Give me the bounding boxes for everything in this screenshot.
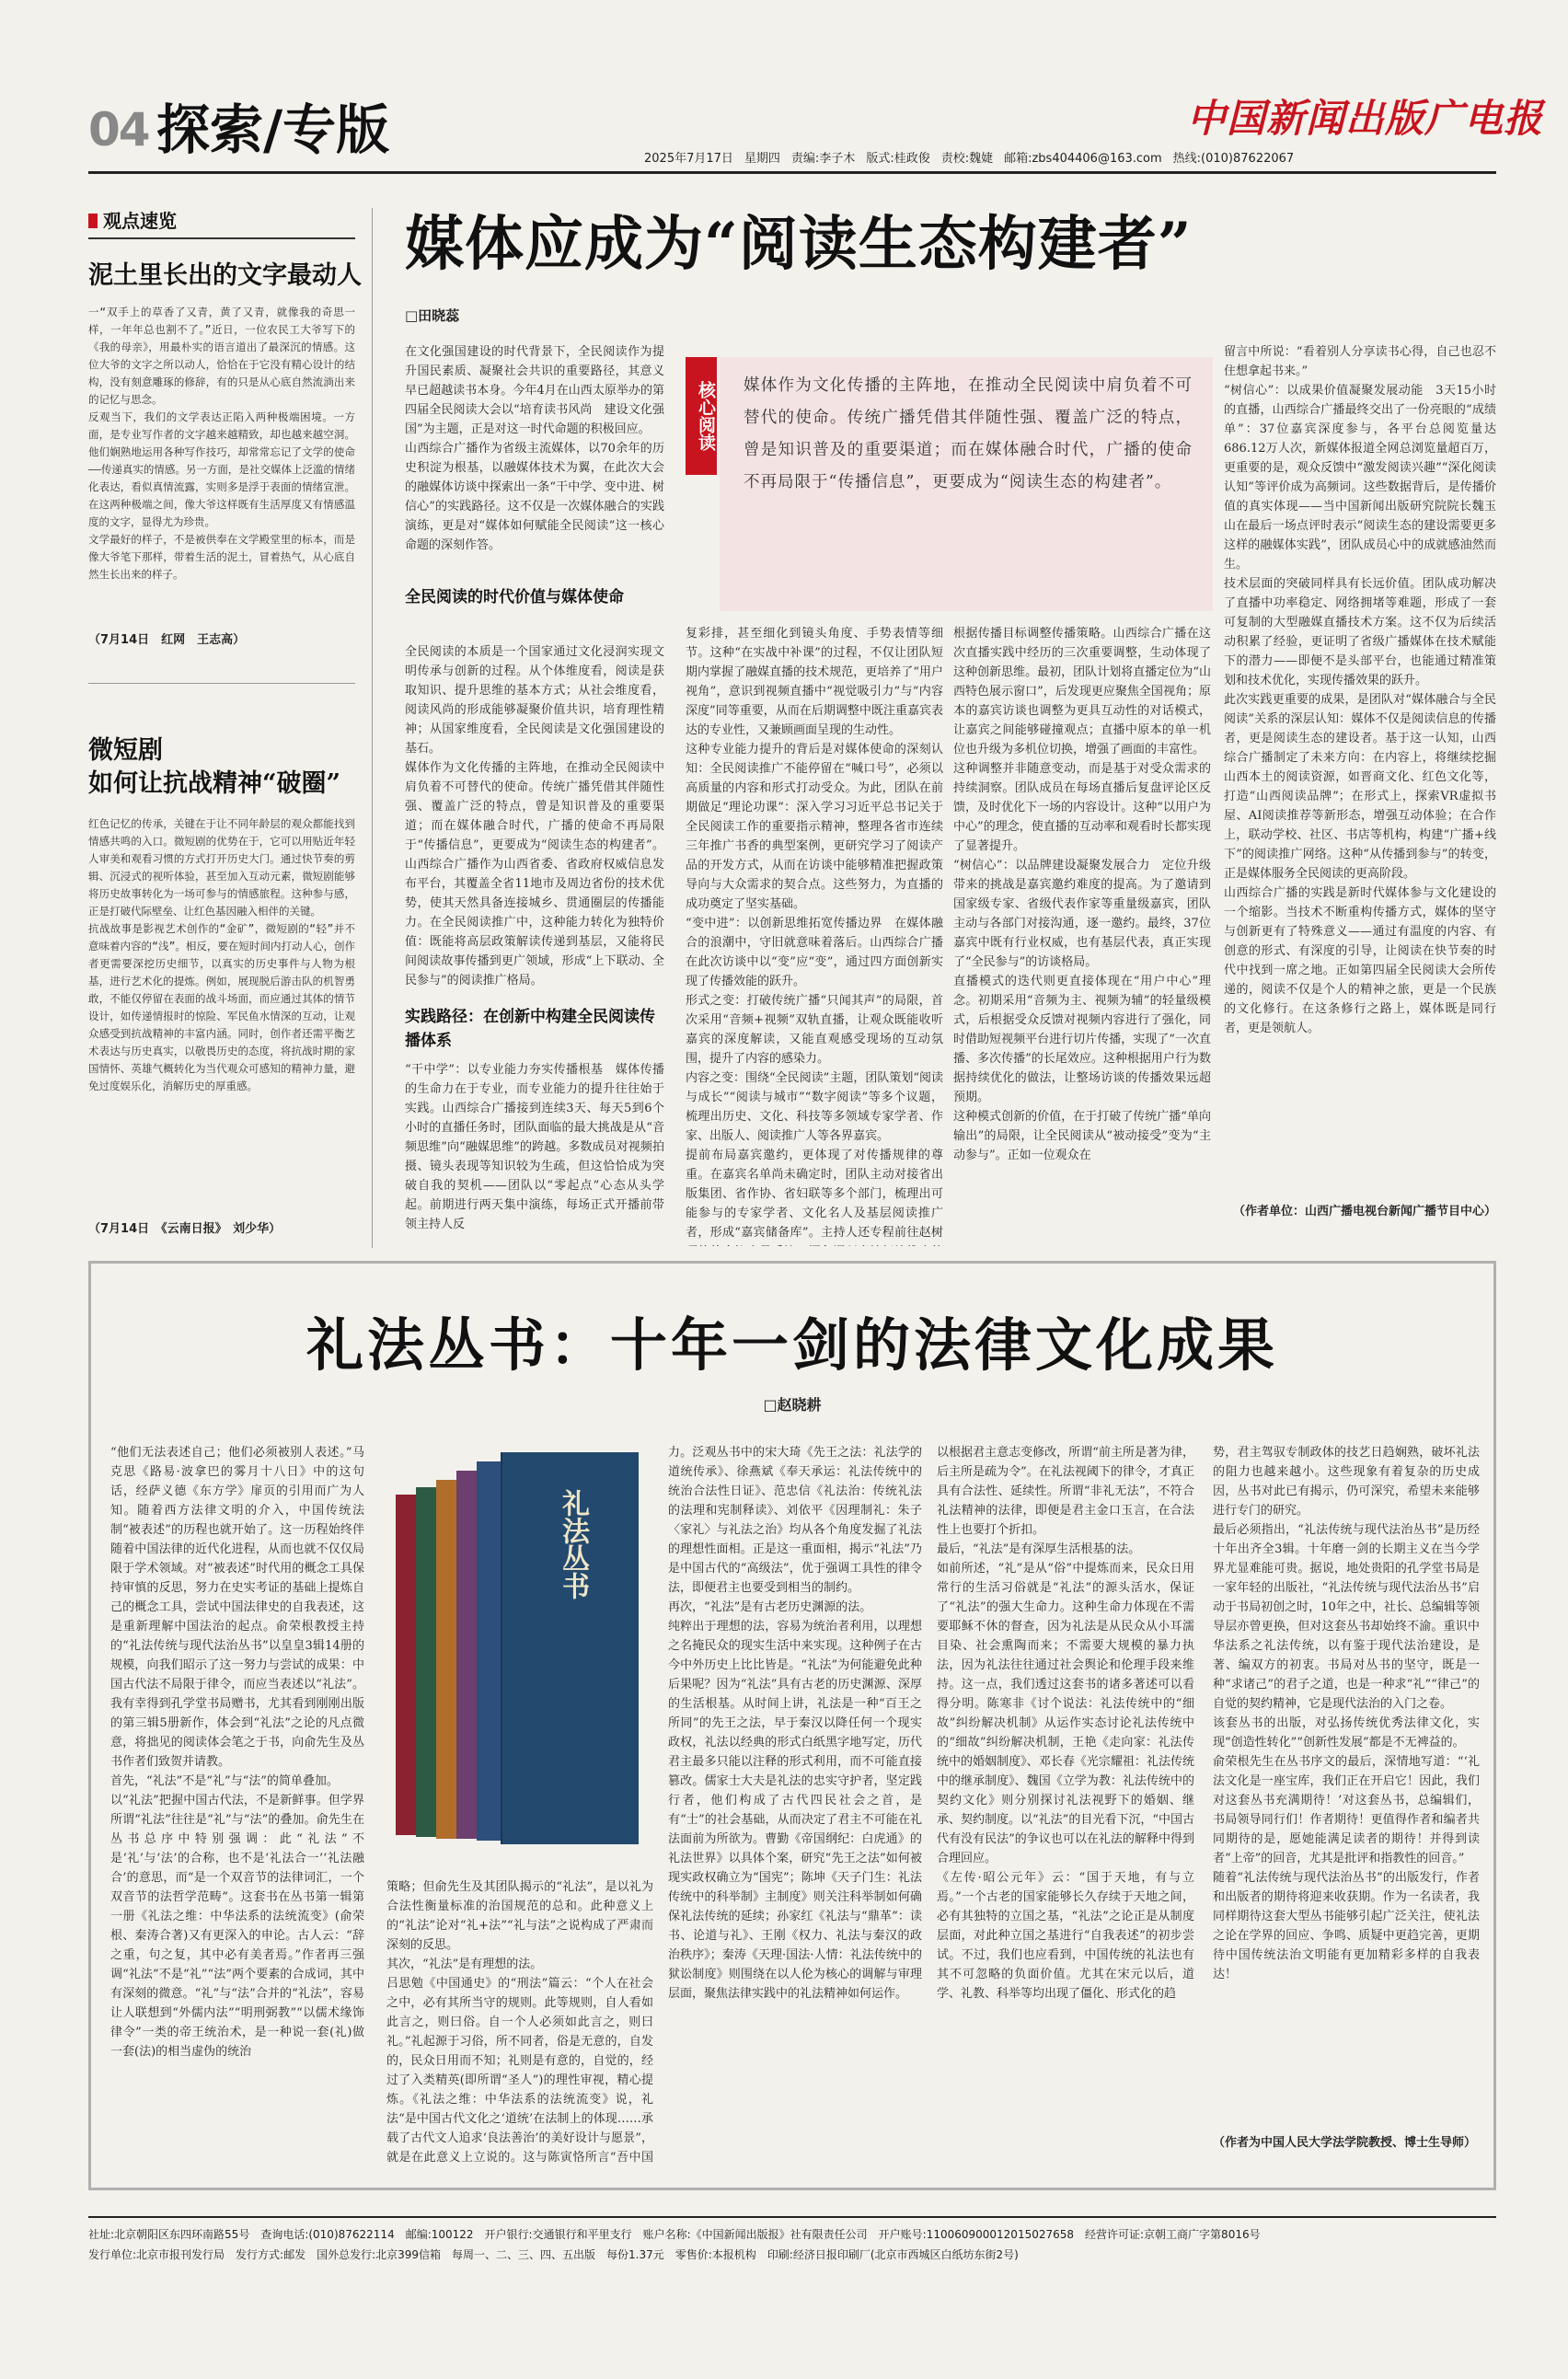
header-info-bar (644, 150, 1294, 168)
lower-col2: 策略；但俞先生及其团队揭示的“礼法”，是以礼为合法性衡量标准的治国规范的总和。此种意义上的“礼法”论对“礼+法”“礼与法”之说构成了严肃而深刻的反思。 其次，“礼法”是有理想的法。 吕思勉《中国通史》的“刑法”篇云：“个人在社会之中，必有其所当守的规则。此等规则，自人看如此言之，则曰俗。自一个人必须如此言之，则曰礼。”礼起源于习俗，所不同者，俗是无意的，自发的，民众日用而不知；礼则是有意的，自觉的，经过了入类精英(即所谓“圣人”)的理性审视，精心提炼。《礼法之维：中华法系的法统流变》说，礼法“是中国古代文化之‘道统’在法制上的体现……承载了古代文人追求‘良法善治’的美好设计与愿景”，就是在此意义上立说的。这与陈寅恪所言“吾中国 (386, 1880, 653, 2165)
email: 邮箱:zbs404406@163.com (1004, 152, 1162, 166)
sidebar-article1-source: （7月14日 红网 王志高） (88, 633, 246, 647)
lower-col5-source: （作者为中国人民大学法学院教授、博士生导师） (1213, 2136, 1477, 2150)
weekday: 星期四 (744, 152, 780, 166)
book-spine-3 (436, 1480, 456, 1839)
section-title: 探索/专版 (156, 98, 390, 161)
book-spine-1 (396, 1495, 416, 1835)
lower-headline: 礼法丛书：十年一剑的法律文化成果 (306, 1311, 1278, 1379)
sidebar-article2-title-line2: 如何让抗战精神“破圈” (88, 769, 341, 798)
lower-col3: 力。泛观丛书中的宋大琦《先王之法：礼法学的道统传承》、徐燕斌《奉天承运：礼法传统中的统治合法性日证》、范忠信《礼法治：传统礼法的法理和宪制释读》、刘依平《因理制礼：朱子〈家礼〉与礼法之治》均从各个角度发掘了礼法的理想性面相。正是这一重面相，揭示“礼法”乃是中国古代的“高级法”，优于强调工具性的律令法，即便君主也要受到相当的制约。 再次，“礼法”是有古老历史渊源的法。 纯粹出于理想的法，容易为统治者利用，以理想之名掩民众的现实生活中来实现。这种例子在古今中外历史上比比皆是。“礼法”为何能避免此种后果呢？因为“礼法”具有古老的历史渊源、深厚的生活根基。从时间上讲，礼法是一种“百王之所同”的先王之法，早于秦汉以降任何一个现实政权，礼法以经典的形式白纸黑字地写定，历代君主最多只能以注释的形式利用，而不可能直接篡改。儒家士大夫是礼法的忠实守护者，坚定践行者，他们构成了古代四民社会之首，是有“士”的社会基础，从而决定了君主不可能在礼法面前为所欲为。曹勤《帝国纲纪：白虎通》的礼法世界》以具体个案，研究“先王之法”如何被现实政权确立为“国宪”；陈坤《天子门生：礼法传统中的科举制》主制度》则关注科举制如何确保礼法传统的延续；孙家红《礼法与“鼎革”：读书、论道与礼》、王刚《权力、礼法与秦汉的政治秩序》；秦涛《天理·国法·人情：礼法传统中的狱讼制度》则围绕在以人伦为核心的调解与审理层面，聚焦法律实践中的礼法精神如何运作。 (668, 1446, 922, 2001)
book-cover-title: 礼法丛书 (557, 1489, 589, 1599)
sidebar-article2-body: 红色记忆的传承，关键在于让不同年龄层的观众都能找到情感共鸣的入口。微短剧的优势在于，它可以用贴近年轻人审美和观看习惯的方式打开历史大门。通过快节奏的剪辑、沉浸式的视听体验，甚至加入互动元素，微短剧能够将历史故事转化为一场可参与的情感旅程。这种参与感，正是打破代际壁垒、让红色基因融入相伴的关键。 抗战故事是影视艺术创作的“金矿”，微短剧的“轻”并不意味着内容的“浅”。相反，要在短时间内打动人心，创作者更需要深挖历史细节，以真实的历史事件与人物为根基，进行艺术化的提炼。例如，展现脱后游击队的机智勇敢，不能仅停留在表面的战斗场面，而应通过其体的情节设计，如传递情报时的惊险、军民鱼水情深的互动，让观众感受到抗战精神的丰富内涵。同时，创作者还需平衡艺术表达与历史真实，以敬畏历史的态度，将抗战时期的家国情怀、英雄气概转化为当代观众可感知的精神力量，避免过度娱乐化，消解历史的厚重感。 (88, 817, 355, 1092)
main-author: □田晓蕊 (405, 307, 460, 324)
sidebar-article2-title (88, 734, 364, 801)
core-reading-box (720, 357, 1213, 611)
book-spine-4 (456, 1471, 477, 1839)
sidebar-article2-source: （7月14日 《云南日报》 刘少华） (88, 1222, 282, 1236)
lower-col4: 以根据君主意志变修改，所谓“前主所是著为律，后主所是疏为令”。在礼法视阈下的律令，才真正具有合法性、延续性。所谓“非礼无法”，不符合礼法精神的法律，即便是君主金口玉言，在合法性上也要打个折扣。 最后，“礼法”是有深厚生活根基的法。 如前所述，“礼”是从“俗”中提炼而来，民众日用常行的生活习俗就是“礼法”的源头活水，保证了“礼法”的强大生命力。这种生命力体现在不需要耶稣不休的督查，因为礼法是从民众从小耳濡目染、社会熏陶而来；不需要大规模的暴力执法，因为礼法往往通过社会舆论和伦理手段来维持。这一点，我们透过这套书的诸多著述可以看得分明。陈寒非《讨个说法：礼法传统中的“细故”纠纷解决机制》从运作实态讨论礼法传统中的“细故”纠纷解决机制，王艳《走向家：礼法传统中的婚姻制度》、邓长春《光宗耀祖：礼法传统中的继承制度》、魏国《立学为教：礼法传统中的契约文化》则分别探讨礼法视野下的婚姻、继承、契约制度。以“礼法”的目光看下沉，“中国古代有没有民法”的争议也可以在礼法的解释中得到合理回应。 《左传·昭公元年》云：“国于天地，有与立焉。”一个古老的国家能够长久存续于天地之间，必有其独特的立国之基，“礼法”之论正是从制度层面，对此种立国之基进行“自我表述”的初步尝试。不过，我们也应看到，中国传统的礼法也有其不可忽略的负面价值。尤其在宋元以后，道学、礼教、科举等均出现了僵化、形式化的趋 (937, 1446, 1194, 2001)
lower-col5: 势，君主驾驭专制政体的技艺日趋娴熟，破坏礼法的阻力也越来越小。这些现象有着复杂的历史成因，丛书对此已有揭示，仍可深究，希望未来能够进行专门的研究。 最后必须指出，“礼法传统与现代法治丛书”是历经十年出齐全3辑。十年磨一剑的长期主义在当今学界尤显难能可贵。据说，地处贵阳的孔学堂书局是一家年轻的出版社，“礼法传统与现代法治丛书”启动于书局初创之时，10年之中，社长、总编辑等领导层亦曾更换，但对这套丛书却始终不渝。重识中华法系之礼法传统，以有鉴于现代法治建设，是著、编双方的初衷。书局对丛书的坚守，既是一种“求诸己”的君子之道，也是一种求“礼”“律己”的自觉的契约精神，它是现代法治的入门之卷。 该套丛书的出版，对弘扬传统优秀法律文化，实现“创造性转化”“创新性发展”都是不无裨益的。 俞荣根先生在丛书序文的最后，深情地写道：“‘礼法文化是一座宝库，我们正在开启它！因此，我们对这套丛书充满期待！’对这套丛书，总编辑们，书局领导同行们！作者期待！更值得作者和编者共同期待的是，愿她能满足读者的期待！并得到读者“上帝”的回音，尤其是批评和指教性的回音。” 随着“礼法传统与现代法治丛书”的出版发行，作者和出版者的期待将迎来收获期。作为一名读者，我同样期待这套大型丛书能够引起广泛关注，使礼法之论在学界的回应、争鸣、质疑中更趋完善，更期待中国传统法治文明能有更加精彩多样的自我表达！ (1213, 1446, 1480, 1981)
sidebar-article1-title: 泥土里长出的文字最动人 (88, 261, 362, 290)
main-col1-intro: 在文化强国建设的时代背景下，全民阅读作为提升国民素质、凝聚社会共识的重要路径，其意义早已超越读书本身。今年4月在山西太原举办的第四届全民阅读大会以“培育读书风尚 建设文化强国”为主题，正是对这一时代命题的积极回应。 山西综合广播作为省级主流媒体，以70余年的历史积淀为根基，以融媒体技术为翼，在此次大会的融媒体访谈中探索出一条“干中学、变中进、树信心”的实践路径。这不仅是一次媒体融合的实践演练，更是对“媒体如何赋能全民阅读”这一核心命题的深刻作答。 (405, 345, 664, 552)
main-col4: 留言中所说：“看着别人分享读书心得，自己也忍不住想拿起书来。” “树信心”：以成果价值凝聚发展动能 3天15小时的直播，山西综合广播最终交出了一份亮眼的“成绩单”：37位嘉宾深度参与，各平台总阅览量达686.12万人次，新媒体报道全网总浏览量超百万，更重要的是，观众反馈中“激发阅读兴趣”“深化阅读认知”等评价成为高频词。这些数据背后，是传播价值的真实体现——当中国新闻出版研究院院长魏玉山在最后一场点评时表示“阅读生态的建设需要更多这样的融媒体实践”，团队成员心中的成就感油然而生。 技术层面的突破同样具有长远价值。团队成功解决了直播中功率稳定、网络拥堵等难题，形成了一套可复制的大型融媒直播技术方案。这不仅为后续活动积累了经验，更证明了省级广播媒体在技术赋能下的潜力——即便不是头部平台，也能通过精准策划和技术优化，实现传播效果的跃升。 此次实践更重要的成果，是团队对“媒体融合与全民阅读”关系的深层认知：媒体不仅是阅读信息的传播者，更是阅读生态的建设者。基于这一认知，山西综合广播制定了未来方向：在内容上，将继续挖掘山西本土的阅读资源，如晋商文化、红色文化等，打造“山西阅读品牌”；在形式上，探索VR虚拟书屋、AI阅读推荐等新形态，增强互动体验；在合作上，联动学校、社区、书店等机构，构建“广播+线下”的阅读推广网络。这种“从传播到参与”的转变，正是媒体服务全民阅读的更高阶段。 山西综合广播的实践是新时代媒体参与文化建设的一个缩影。当技术不断重构传播方式，媒体的坚守与创新更有了特殊意义——通过有温度的内容、有创意的形式、有深度的引导，让阅读在快节奏的时代中找到一席之地。正如第四届全民阅读大会所传递的，阅读不仅是个人的精神之旅，更是一个民族的文化修行。在这条修行之路上，媒体既是同行者，更是领航人。 (1224, 345, 1496, 1035)
hotline: 热线:(010)87622067 (1172, 152, 1295, 166)
footer-line2: 发行单位:北京市报刊发行局 发行方式:邮发 国外总发行:北京399信箱 每周一、二、三、四、五出版 每份1.37元 零售价:本报机构 印刷:经济日报印刷厂(北京市西城区白纸坊东街2号) (88, 2248, 1019, 2261)
sidebar-tag-label: 观点速览 (103, 210, 177, 232)
book-spine-2 (416, 1487, 436, 1837)
lower-col1: “他们无法表述自己；他们必须被别人表述。”马克思《路易·波拿巴的雾月十八日》中的这句话，经萨义德《东方学》扉页的引用而广为人知。随着西方法律文明的介入，中国传统法制“被表述”的历程也就开始了。这一历程始终伴随着中国法律的近代化进程，从而也就不仅仅局限于学术领域。对“被表述”时代用的概念工具保持审慎的反思，努力在史实考证的基础上提炼自己的概念工具，尝试中国法律史的自我表述，这是重新理解中国法治的起点。俞荣根教授主持的“礼法传统与现代法治丛书”以皇皇3辑14册的规模，向我们昭示了这一努力与尝试的成果：中国古代法不局限于律令，而应当表述以“礼法”。我有幸得到孔学堂书局赠书，尤其看到刚刚出版的第三辑5册新作，体会到“礼法”之论的凡点微意，将拙见的阅读体会笔之于书，向俞先生及丛书作者们致贺并请教。 首先，“礼法”不是“礼”与“法”的简单叠加。 以“礼法”把握中国古代法，不是新鲜事。但学界所谓“礼法”往往是“礼”与“法”的叠加。俞先生在丛书总序中特别强调：此“礼法”不是‘礼’与‘法’的合称，也不是‘礼法合一’‘礼法融合’的意思，而“是一个双音节的法律词汇，一个双音节的法哲学范畴”。这套书在丛书第一辑第一册《礼法之维：中华法系的法统流变》(俞荣根、秦涛合著)又有更深入的申论。古人云：“辞之重，句之复，其中必有美者焉。”作者再三强调“礼法”不是“礼”“法”两个要素的合成词，其中有深刻的微意。“礼”与“法”合并的“礼法”，容易让人联想到“外儒内法”“明刑弼教”“以儒术缘饰律令”一类的帝王统治术，是一种说一套(礼)做一套(法)的相当虚伪的统治 (110, 1446, 364, 2059)
sidebar-divider (88, 683, 355, 684)
book-front-cover (501, 1452, 639, 1844)
square-icon (88, 214, 98, 228)
footer-rule (88, 2216, 1496, 2218)
sidebar-tag-rule (88, 237, 355, 239)
book-set-image (386, 1443, 653, 1865)
sidebar-article1-body: 一“双手上的草香了又青，黄了又青，就像我的奇思一样，一年年总也割不了。”近日，一位农民工大爷写下的《我的母亲》，用最朴实的语言道出了最深沉的情感。这位大爷的文字之所以动人，恰恰在于它没有精心设计的结构，没有刻意雕琢的修辞，有的只是从心底自然流淌出来的记忆与思念。 反观当下，我们的文学表达正陷入两种极端困境。一方面，是专业写作者的文字越来越精致，却也越来越空洞。他们娴熟地运用各种写作技巧，却常常忘记了文学的使命——传递真实的情感。另一方面，是社交媒体上泛滥的情绪化表达，看似真情流露，实则多是浮于表面的情绪宣泄。在这两种极端之间，像大爷这样既有生活厚度又有情感温度的文字，显得尤为珍贵。 文学最好的样子，不是被供奉在文学殿堂里的标本，而是像大爷笔下那样，带着生活的泥土，冒着热气，从心底自然生长出来的样子。 (88, 306, 355, 581)
date: 2025年7月17日 (644, 152, 733, 166)
main-section1-title: 全民阅读的时代价值与媒体使命 (405, 588, 624, 606)
footer-line1: 社址:北京朝阳区东四环南路55号 查询电话:(010)87622114 邮编:100122 开户银行:交通银行和平里支行 账户名称:《中国新闻出版报》社有限责任公司 开户账号:110060900012015027658 经营许可证:京朝工商广字第8016号 (88, 2228, 1261, 2241)
core-reading-text: 媒体作为文化传播的主阵地，在推动全民阅读中肩负着不可替代的使命。传统广播凭借其伴随性强、覆盖广泛的特点，曾是知识普及的重要渠道；而在媒体融合时代，广播的使命不再局限于“传播信息”，更要成为“阅读生态的构建者”。 (744, 376, 1193, 491)
header-rule (88, 171, 1496, 174)
sidebar-tag (88, 208, 177, 234)
main-headline: 媒体应成为“阅读生态构建者” (405, 210, 1193, 279)
sidebar-vertical-rule (372, 208, 373, 1248)
main-col4-source: （作者单位：山西广播电视台新闻广播节目中心） (1232, 1205, 1496, 1218)
sidebar-article2-title-line1: 微短剧 (88, 736, 163, 765)
main-col1-section1: 全民阅读的本质是一个国家通过文化浸润实现文明传承与创新的过程。从个体维度看，阅读是获取知识、提升思维的基本方式；从社会维度看，阅读风尚的形成能够凝聚价值共识，培育理性精神；从国家维度看，全民阅读是文化强国建设的基石。 媒体作为文化传播的主阵地，在推动全民阅读中肩负着不可替代的使命。传统广播凭借其伴随性强、覆盖广泛的特点，曾是知识普及的重要渠道；而在媒体融合时代，广播的使命不再局限于“传播信息”，更要成为“阅读生态的构建者”。山西综合广播作为山西省委、省政府权威信息发布平台，其覆盖全省11地市及周边省份的技术优势，使其天然具备连接城乡、贯通圈层的传播能力。在全民阅读推广中，这种能力转化为独特价值：既能将高层政策解读传递到基层，又能将民间阅读故事传播到更广领域，形成“上下联动、全民参与”的阅读推广格局。 (405, 645, 664, 987)
page-number: 04 (88, 103, 149, 156)
main-col2: 复彩排，甚至细化到镜头角度、手势表情等细节。这种“在实战中补课”的过程，不仅让团队短期内掌握了融媒直播的技术规范，更培养了“用户视角”，意识到视频直播中“视觉吸引力”与“内容深度”同等重要，从而在后期调整中既注重嘉宾表达的专业性，又兼顾画面呈现的生动性。 这种专业能力提升的背后是对媒体使命的深刻认知：全民阅读推广不能停留在“喊口号”，必须以高质量的内容和形式打动受众。为此，团队在前期做足“理论功课”：深入学习习近平总书记关于全民阅读工作的重要指示精神，整理各省市连续三年推广书香的典型案例，更研究学习了阅读产品的开发方式，从而在访谈中能够精准把握政策导向与大众需求的契合点。这些努力，为直播的成功奠定了坚实基础。 “变中进”：以创新思维拓宽传播边界 在媒体融合的浪潮中，守旧就意味着落后。山西综合广播在此次访谈中以“变”应“变”，通过四方面创新实现了传播效能的跃升。 形式之变：打破传统广播“只闻其声”的局限，首次采用“音频+视频”双轨直播，让观众既能收听嘉宾的深度解读，又能直观感受现场的互动氛围，提升了内容的感染力。 内容之变：围绕“全民阅读”主题，团队策划“阅读与成长”“阅读与城市”“数字阅读”等多个议题，梳理出历史、文化、科技等多领域专家学者、作家、出版人、阅读推广人等各界嘉宾。 提前布局嘉宾邀约，更体现了对传播规律的尊重。在嘉宾名单尚未确定时，团队主动对接省出版集团、省作协、省妇联等多个部门，梳理出可能参与的专家学者、文化名人及基层阅读推广者，形成“嘉宾储备库”。主持人还专程前往赵树 (686, 627, 943, 1240)
proofreader: 责校:魏婕 (940, 152, 994, 166)
paper-masthead: 中国新闻出版广电报 (1187, 96, 1544, 141)
layout-editor: 版式:桂政俊 (866, 152, 930, 166)
main-col3: 根据传播目标调整传播策略。山西综合广播在这次直播实践中经历的三次重要调整，生动体现了这种创新思维。最初，团队计划将直播定位为“山西特色展示窗口”，后发现更应聚焦全国视角；原本的嘉宾访谈也调整为更具互动性的对话模式，让嘉宾之间能够碰撞观点；直播中原本的单一机位也升级为多机位切换，增强了画面的丰富性。 这种调整并非随意变动，而是基于对受众需求的持续洞察。团队成员在每场直播后复盘评论区反馈，及时优化下一场的内容设计。这种“以用户为中心”的理念，使直播的互动率和观看时长都实现了显著提升。 “树信心”：以品牌建设凝聚发展合力 定位升级带来的挑战是嘉宾邀约难度的提高。为了邀请到国家级专家、省级代表作家等重量级嘉宾，团队主动与各部门对接沟通，逐一邀约。最终，37位嘉宾中既有行业权威，也有基层代表，真正实现了“全民参与”的访谈格局。 直播模式的迭代则更直接体现在“用户中心”理念。初期采用“音频为主、视频为辅”的轻量级模式，后根据受众反馈对视频内容进行了强化，同时借助短视频平台进行切片传播，实现了“一次直播、多次传播”的长尾效应。这种根据用户行为数据持续优化的做法，让整场访谈的传播效果远超预期。 这种模式创新的价值，在于打破了传统广播“单向输出”的局限，让全民阅读从“被动接受”变为“主动参与”。正如一位观众在 (953, 627, 1211, 1162)
editor: 责编:李子木 (790, 152, 856, 166)
lower-author: □赵晓耕 (763, 1396, 822, 1414)
main-section2-title: 实践路径：在创新中构建全民阅读传播体系 (405, 1008, 655, 1050)
book-spine-5 (477, 1461, 501, 1841)
core-reading-tag: 核心阅读 (686, 357, 717, 475)
main-col1-section2: “干中学”：以专业能力夯实传播根基 媒体传播的生命力在于专业，而专业能力的提升往往始于实践。山西综合广播接到连续3天、每天5到6个小时的直播任务时，团队面临的最大挑战是从“音频思维”向“融媒思维”的跨越。多数成员对视频拍摄、镜头表现等知识较为生疏，但这恰恰成为突破自我的契机——团队以“零起点”心态从头学起。前期进行两天集中演练，每场正式开播前带领主持人反 (405, 1063, 664, 1231)
